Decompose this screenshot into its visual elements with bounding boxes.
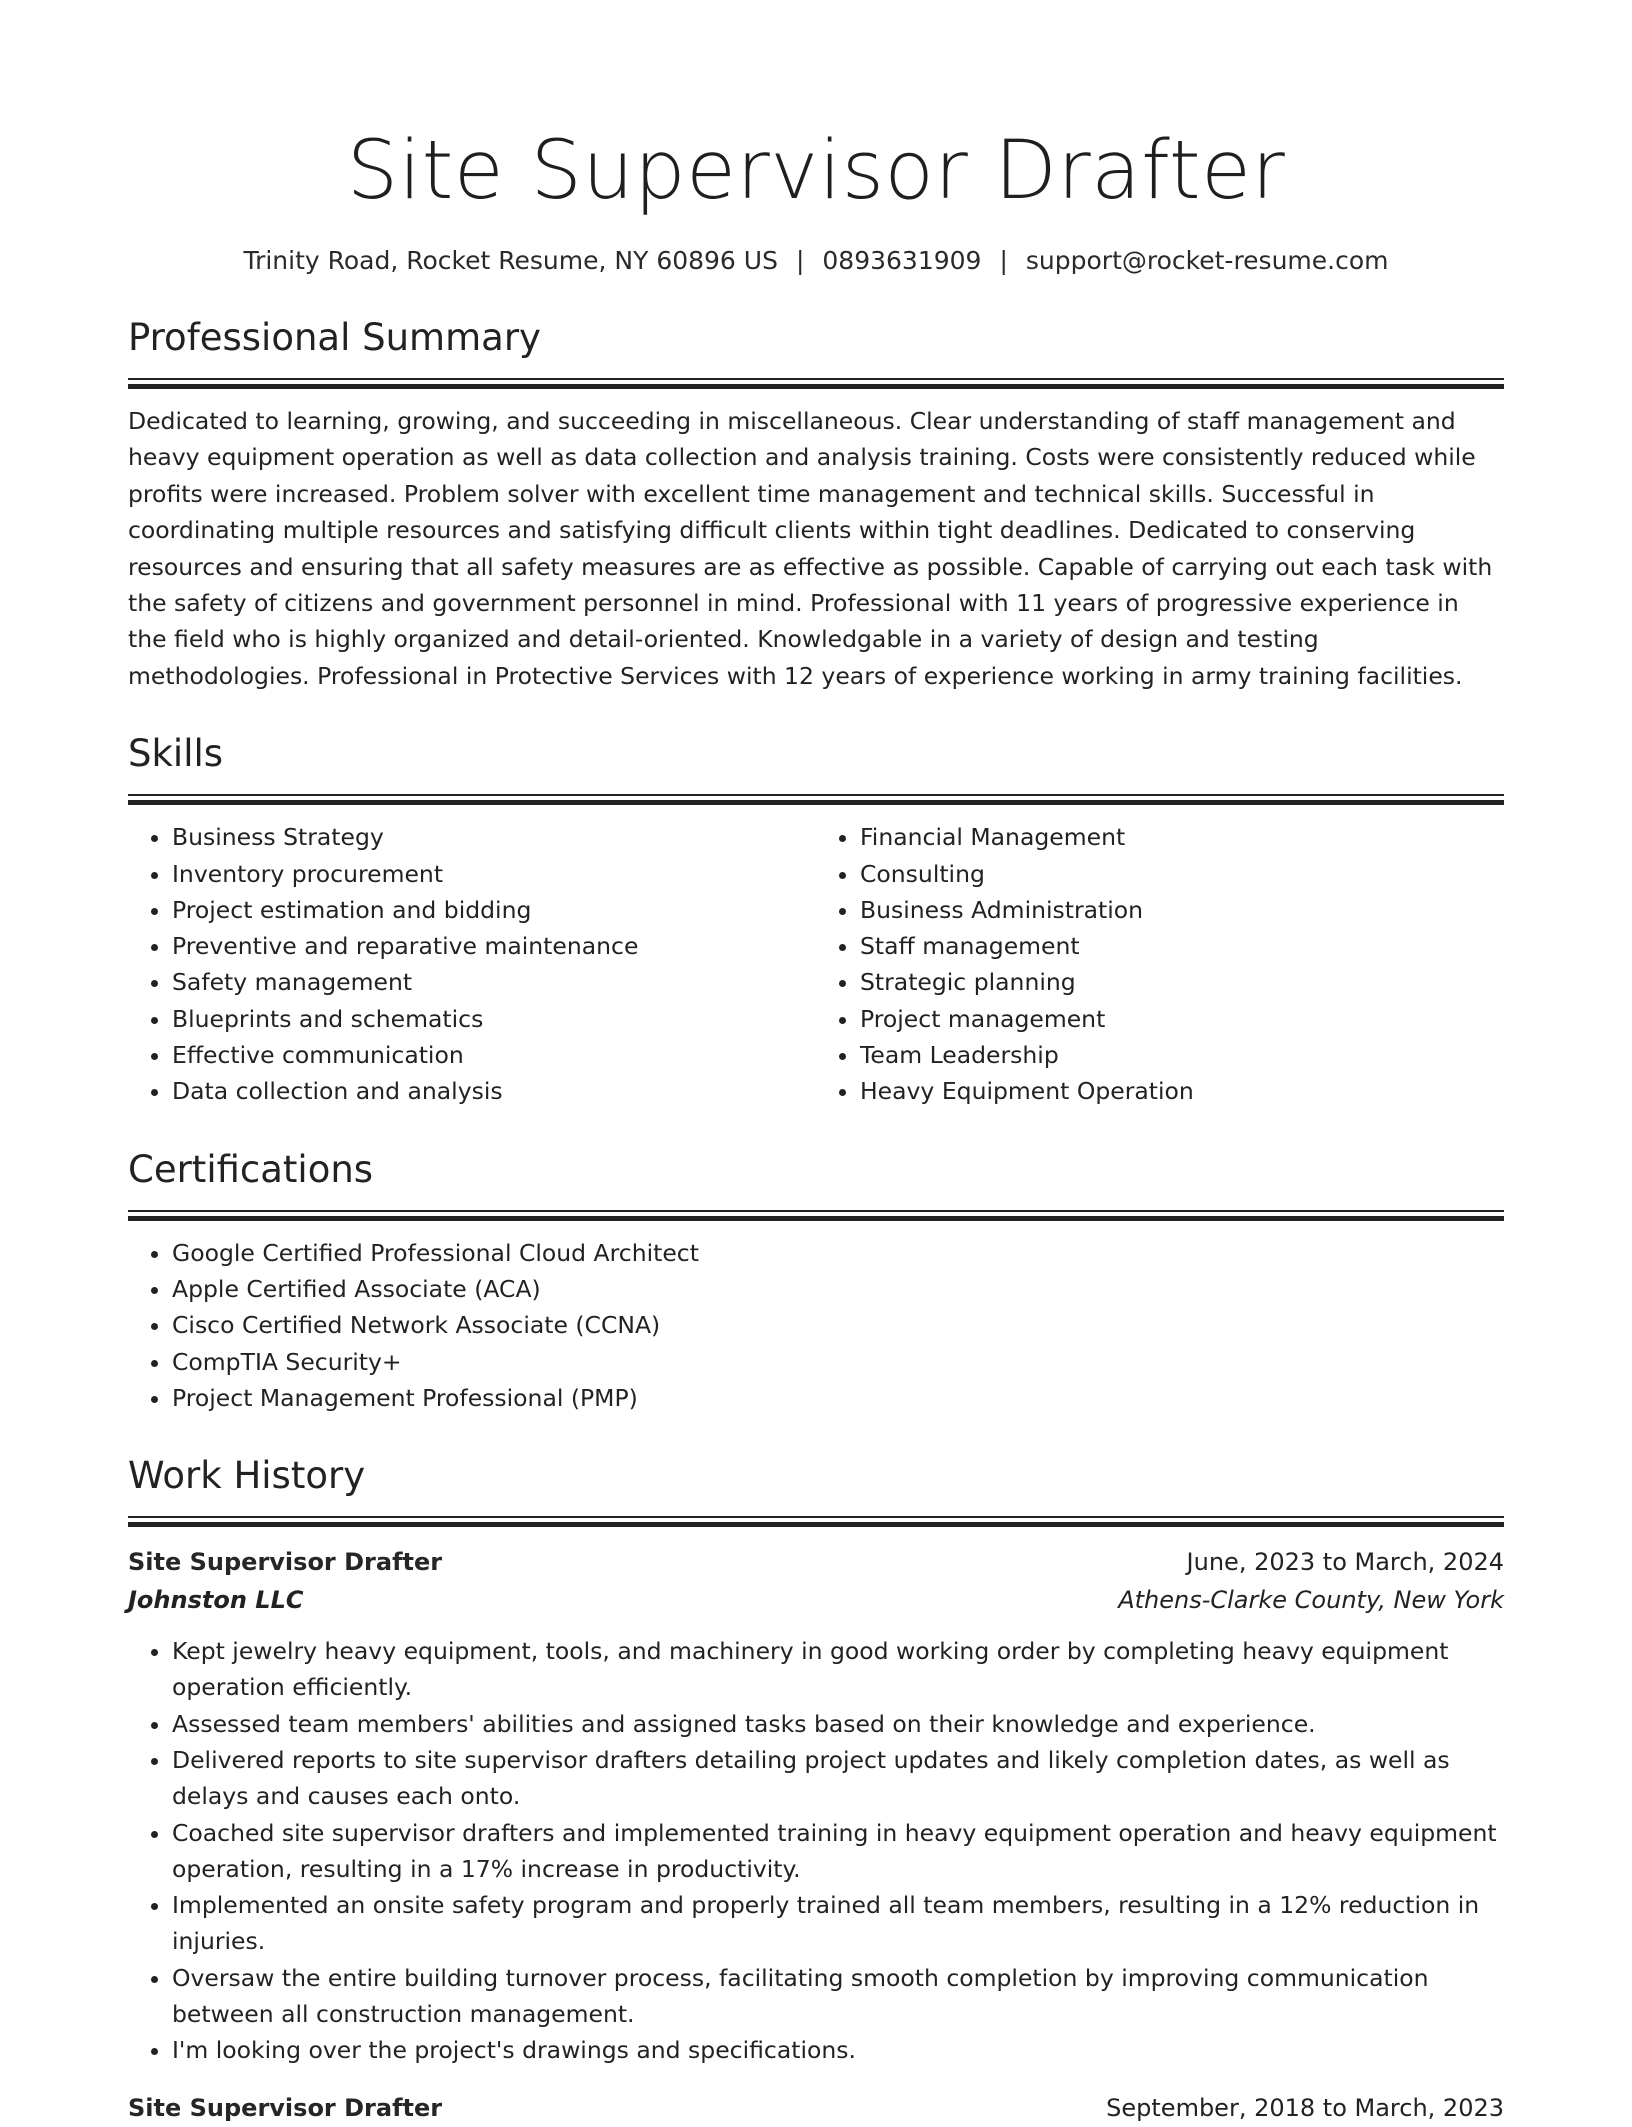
job-duty-item: • Oversaw the entire building turnover process, facilitating smooth completion by improving communication between all construction management. [172, 1960, 1504, 2033]
job-company: Johnston LLC [128, 1586, 304, 1615]
skill-item: • Consulting [860, 856, 1504, 892]
skill-item: • Safety management [172, 964, 816, 1000]
contact-separator: | [795, 246, 805, 275]
contact-line [128, 244, 1504, 278]
skill-item: • Heavy Equipment Operation [860, 1073, 1504, 1109]
work-history-section [128, 1452, 1504, 2127]
skill-item: • Strategic planning [860, 964, 1504, 1000]
skill-item: • Financial Management [860, 819, 1504, 855]
section-divider [128, 1516, 1504, 1527]
job-title: Site Supervisor Drafter [128, 2093, 443, 2122]
job-dates: September, 2018 to March, 2023 [1106, 2093, 1504, 2122]
job-location: Athens-Clarke County, New York [1118, 1586, 1504, 1615]
skill-item: • Project estimation and bidding [172, 892, 816, 928]
job-dates: June, 2023 to March, 2024 [1186, 1548, 1504, 1577]
job-entry [128, 1543, 1504, 2069]
certification-item: • Apple Certified Associate (ACA) [172, 1271, 1504, 1307]
job-duty-item: • Kept jewelry heavy equipment, tools, and machinery in good working order by completing heavy equipment operation efficiently. [172, 1633, 1504, 1706]
section-divider [128, 1210, 1504, 1221]
skill-item: • Business Strategy [172, 819, 816, 855]
job-subheader [128, 1581, 1504, 1619]
job-duty-item: • Coached site supervisor drafters and implemented training in heavy equipment operation and heavy equipment operation, resulting in a 17% increase in productivity. [172, 1815, 1504, 1888]
section-title-work-history: Work History [128, 1454, 366, 1498]
skill-item: • Preventive and reparative maintenance [172, 928, 816, 964]
section-title-certifications: Certifications [128, 1147, 374, 1191]
job-entry [128, 2089, 1504, 2127]
skills-list-right [816, 819, 1504, 1109]
skill-item: • Business Administration [860, 892, 1504, 928]
certification-item: • CompTIA Security+ [172, 1344, 1504, 1380]
skill-item: • Team Leadership [860, 1037, 1504, 1073]
skills-section [128, 730, 1504, 1109]
job-title: Site Supervisor Drafter [128, 1548, 443, 1577]
job-header [128, 2089, 1504, 2127]
skill-item: • Effective communication [172, 1037, 816, 1073]
contact-email: support@rocket-resume.com [1025, 246, 1389, 275]
certification-item: • Google Certified Professional Cloud Architect [172, 1235, 1504, 1271]
job-duties-list [128, 1633, 1504, 2069]
certification-item: • Project Management Professional (PMP) [172, 1380, 1504, 1416]
section-divider [128, 794, 1504, 805]
summary-text: Dedicated to learning, growing, and succeeding in miscellaneous. Clear understanding of staff management and heavy equipment operation as well as data collection and analysis training. Costs were consistently reduced while profits were increased. Problem solver with excellent time management and technical skills. Successful in coordinating multiple resources and satisfying difficult clients within tight deadlines. Dedicated to conserving resources and ensuring that all safety measures are as effective as possible. Capable of carrying out each task with the safety of citizens and government personnel in mind. Professional with 11 years of progressive experience in the field who is highly organized and detail-oriented. Knowledgable in a variety of design and testing methodologies. Professional in Protective Services with 12 years of experience working in army training facilities. [128, 407, 1493, 690]
certifications-section [128, 1146, 1504, 1416]
job-duty-item: • Assessed team members' abilities and assigned tasks based on their knowledge and experience. [172, 1706, 1504, 1742]
section-divider [128, 378, 1504, 389]
section-title-skills: Skills [128, 732, 224, 776]
job-header [128, 1543, 1504, 1581]
skill-item: • Data collection and analysis [172, 1073, 816, 1109]
job-duty-item: • I'm looking over the project's drawings and specifications. [172, 2032, 1504, 2068]
skill-item: • Staff management [860, 928, 1504, 964]
skill-item: • Blueprints and schematics [172, 1001, 816, 1037]
job-duty-item: • Implemented an onsite safety program and properly trained all team members, resulting in a 12% reduction in injuries. [172, 1887, 1504, 1960]
skill-item: • Project management [860, 1001, 1504, 1037]
contact-address: Trinity Road, Rocket Resume, NY 60896 US [243, 246, 778, 275]
contact-separator: | [999, 246, 1008, 275]
skill-item: • Inventory procurement [172, 856, 816, 892]
skills-list-left [128, 819, 816, 1109]
certifications-list [128, 1235, 1504, 1416]
certification-item: • Cisco Certified Network Associate (CCNA) [172, 1307, 1504, 1343]
job-duty-item: • Delivered reports to site supervisor drafters detailing project updates and likely completion dates, as well as delays and causes each onto. [172, 1742, 1504, 1815]
summary-section [128, 314, 1504, 694]
resume-page [128, 0, 1504, 2127]
section-title-summary: Professional Summary [128, 316, 541, 359]
contact-phone: 0893631909 [822, 246, 982, 275]
skills-grid [128, 819, 1504, 1109]
candidate-name: Site Supervisor Drafter [346, 124, 1286, 218]
